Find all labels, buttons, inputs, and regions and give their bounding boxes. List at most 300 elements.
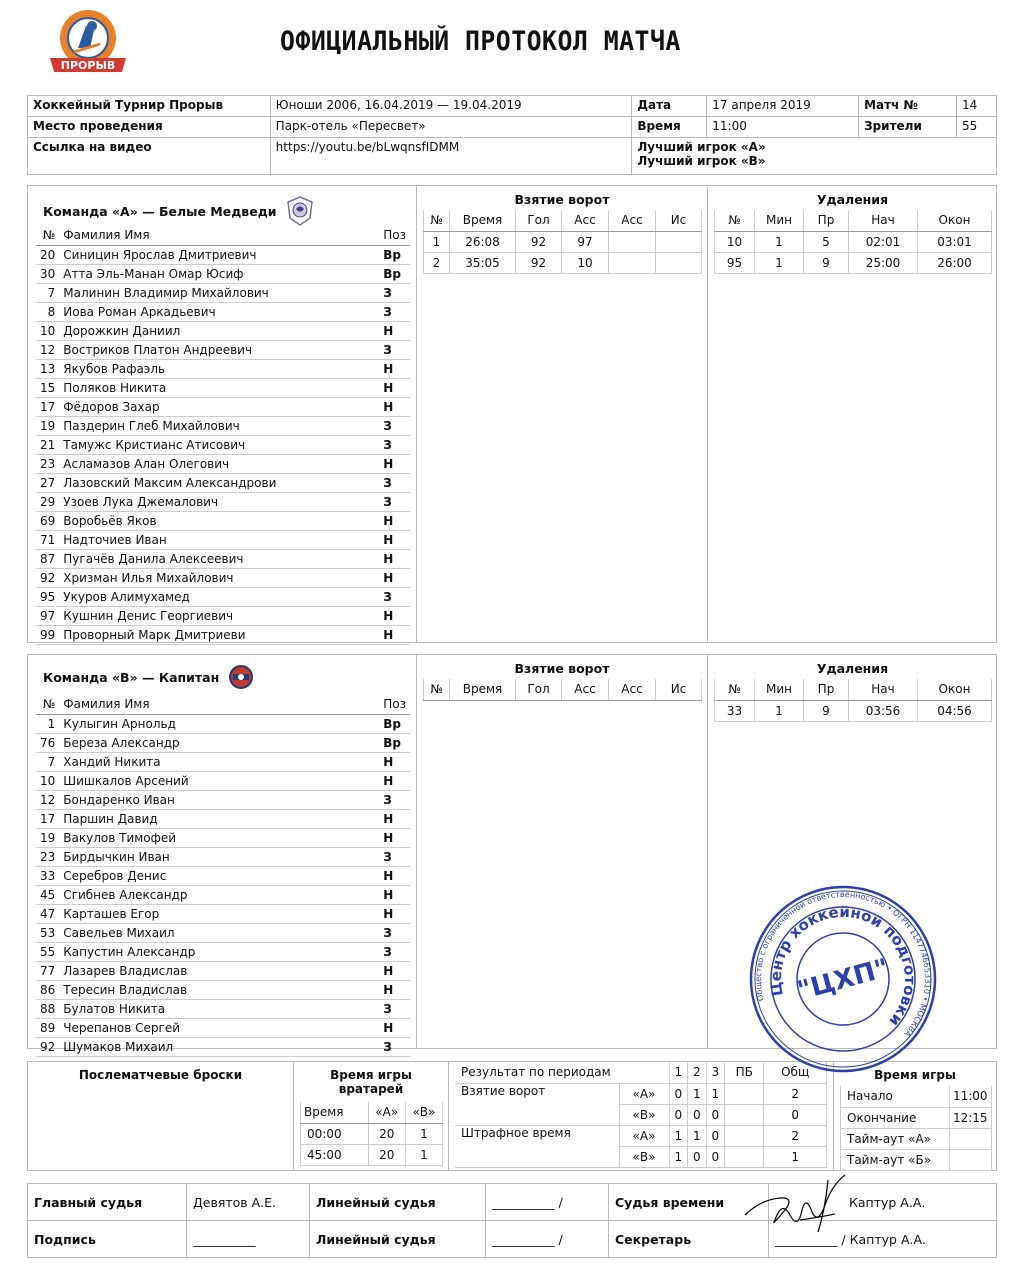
- period-so-header: ПБ: [725, 1062, 764, 1083]
- roster-num-header: №: [36, 226, 59, 245]
- match-label: Матч №: [859, 96, 957, 117]
- goal-scorer: 92: [516, 252, 562, 273]
- pen-end: 03:01: [918, 231, 992, 252]
- team-b-title: [43, 665, 253, 689]
- goal-assist2: [609, 231, 656, 252]
- venue-label: Место проведения: [28, 117, 271, 138]
- player-name: Кулыгин Арнольд: [59, 714, 379, 733]
- player-name: Черепанов Сергей: [59, 1018, 379, 1037]
- pim-b-total: 1: [764, 1146, 827, 1167]
- goal-assist1: 97: [562, 231, 609, 252]
- player-number: 71: [36, 530, 59, 549]
- player-position: З: [379, 416, 410, 435]
- player-position: Н: [379, 321, 410, 340]
- player-position: Н: [379, 511, 410, 530]
- player-position: З: [379, 340, 410, 359]
- goalie-time: 45:00: [301, 1144, 369, 1165]
- team-b-roster-column: [28, 655, 416, 1054]
- roster-pos-header: Поз: [379, 695, 410, 714]
- periods-team-b: «В»: [619, 1146, 669, 1167]
- player-row: [36, 866, 410, 885]
- video-label: Ссылка на видео: [28, 138, 271, 175]
- pen-code: 5: [804, 231, 849, 252]
- player-row: [36, 771, 410, 790]
- player-name: Дорожкин Даниил: [59, 321, 379, 340]
- page-title: ОФИЦИАЛЬНЫЙ ПРОТОКОЛ МАТЧА: [280, 26, 681, 57]
- player-position: З: [379, 999, 410, 1018]
- periods-title: Результат по периодам: [455, 1062, 669, 1083]
- player-number: 23: [36, 454, 59, 473]
- date-value: 17 апреля 2019: [707, 96, 859, 117]
- player-position: Н: [379, 397, 410, 416]
- goal-scorer-header: Гол: [516, 679, 562, 700]
- goalie-a-header: «А»: [368, 1102, 405, 1123]
- pen-start: 03:56: [849, 700, 918, 721]
- player-number: 19: [36, 828, 59, 847]
- player-row: [36, 790, 410, 809]
- pen-minutes: 1: [755, 252, 804, 273]
- player-position: Н: [379, 771, 410, 790]
- match-header: [27, 95, 997, 175]
- pen-min-header: Мин: [755, 210, 804, 231]
- goalie-time-table: [300, 1102, 443, 1166]
- player-position: Вр: [379, 245, 410, 264]
- player-row: [36, 492, 410, 511]
- pen-code: 9: [804, 700, 849, 721]
- player-name: Серебров Денис: [59, 866, 379, 885]
- goalie-a-value: 20: [368, 1144, 405, 1165]
- pen-num-header: №: [715, 679, 755, 700]
- player-row: [36, 847, 410, 866]
- pen-player: 95: [715, 252, 755, 273]
- pen-player: 33: [715, 700, 755, 721]
- player-name: Кушнин Денис Георгиевич: [59, 606, 379, 625]
- player-name: Паршин Давид: [59, 809, 379, 828]
- player-number: 23: [36, 847, 59, 866]
- player-position: З: [379, 1037, 410, 1056]
- goals-a-total: 2: [764, 1083, 827, 1104]
- player-position: Вр: [379, 714, 410, 733]
- timekeeper-value: Каптур А.А.: [769, 1184, 997, 1221]
- team-b-goals-title: Взятие ворот: [514, 661, 610, 676]
- player-position: Н: [379, 809, 410, 828]
- player-position: З: [379, 790, 410, 809]
- goalie-b-value: 1: [405, 1144, 442, 1165]
- periods-pim-label: Штрафное время: [455, 1125, 619, 1167]
- goals-a-p3: 1: [706, 1083, 725, 1104]
- penalty-row: [715, 700, 992, 721]
- linesman-value: __________ /: [486, 1184, 609, 1221]
- player-name: Атта Эль-Манан Омар Юсиф: [59, 264, 379, 283]
- player-row: [36, 302, 410, 321]
- game-time-row: [841, 1086, 992, 1107]
- chief-referee-value: Девятов А.Е.: [187, 1184, 310, 1221]
- player-position: Н: [379, 866, 410, 885]
- pen-code-header: Пр: [804, 679, 849, 700]
- team-a-roster-column: [28, 186, 416, 642]
- organization-stamp: [748, 884, 938, 1074]
- pim-b-so: [725, 1146, 764, 1167]
- player-row: [36, 1037, 410, 1056]
- player-position: Н: [379, 961, 410, 980]
- periods-goals-label: Взятие ворот: [455, 1083, 619, 1125]
- player-number: 29: [36, 492, 59, 511]
- pen-end: 04:56: [918, 700, 992, 721]
- goal-row: [424, 252, 702, 273]
- player-number: 7: [36, 283, 59, 302]
- player-row: [36, 809, 410, 828]
- pen-end: 26:00: [918, 252, 992, 273]
- player-position: З: [379, 473, 410, 492]
- goal-time-header: Время: [450, 210, 516, 231]
- game-time-value: 12:15: [949, 1107, 991, 1128]
- spectators-value: 55: [957, 117, 997, 138]
- secretary-label: Секретарь: [609, 1221, 769, 1258]
- player-position: Н: [379, 828, 410, 847]
- team-b-emblem-icon: [229, 665, 253, 689]
- player-position: З: [379, 435, 410, 454]
- player-row: [36, 961, 410, 980]
- goal-num-header: №: [424, 210, 450, 231]
- goals-a-p2: 1: [688, 1083, 707, 1104]
- player-number: 21: [36, 435, 59, 454]
- player-row: [36, 283, 410, 302]
- pen-code: 9: [804, 252, 849, 273]
- team-a-goals-column: [416, 186, 707, 642]
- player-number: 17: [36, 397, 59, 416]
- pim-a-p1: 1: [669, 1125, 688, 1146]
- player-name: Укуров Алимухамед: [59, 587, 379, 606]
- player-position: Н: [379, 359, 410, 378]
- goalie-time-row: [301, 1123, 443, 1144]
- player-number: 12: [36, 790, 59, 809]
- player-number: 12: [36, 340, 59, 359]
- player-row: [36, 264, 410, 283]
- player-row: [36, 397, 410, 416]
- goal-num-header: №: [424, 679, 450, 700]
- goal-assist2: [609, 252, 656, 273]
- player-number: 88: [36, 999, 59, 1018]
- player-name: Бондаренко Иван: [59, 790, 379, 809]
- player-name: Булатов Никита: [59, 999, 379, 1018]
- player-number: 15: [36, 378, 59, 397]
- team-b-roster: [36, 695, 410, 1057]
- player-number: 17: [36, 809, 59, 828]
- player-row: [36, 378, 410, 397]
- goals-b-p2: 0: [688, 1104, 707, 1125]
- game-time-label: Тайм-аут «А»: [841, 1128, 950, 1149]
- pim-b-p2: 0: [688, 1146, 707, 1167]
- periods-team-a: «А»: [619, 1125, 669, 1146]
- chief-referee-label: Главный судья: [28, 1184, 187, 1221]
- player-name: Савельев Михаил: [59, 923, 379, 942]
- tournament-label: Хоккейный Турнир Прорыв: [28, 96, 271, 117]
- player-row: [36, 454, 410, 473]
- timekeeper-label: Судья времени: [609, 1184, 769, 1221]
- best-player-a-label: Лучший игрок «А»: [637, 140, 766, 154]
- player-row: [36, 416, 410, 435]
- player-position: З: [379, 923, 410, 942]
- player-number: 89: [36, 1018, 59, 1037]
- pen-start: 25:00: [849, 252, 918, 273]
- pim-a-p2: 1: [688, 1125, 707, 1146]
- player-name: Малинин Владимир Михайлович: [59, 283, 379, 302]
- player-name: Лазарев Владислав: [59, 961, 379, 980]
- roster-num-header: №: [36, 695, 59, 714]
- team-b-name: Команда «В» — Капитан: [43, 669, 220, 685]
- roster-name-header: Фамилия Имя: [59, 226, 379, 245]
- tournament-value: Юноши 2006, 16.04.2019 — 19.04.2019: [270, 96, 632, 117]
- goal-is-header: Ис: [656, 210, 702, 231]
- game-time-title: Время игры: [874, 1068, 956, 1082]
- player-position: З: [379, 847, 410, 866]
- player-number: 92: [36, 568, 59, 587]
- player-row: [36, 1018, 410, 1037]
- team-a-goals-title: Взятие ворот: [514, 192, 610, 207]
- player-number: 7: [36, 752, 59, 771]
- pen-num-header: №: [715, 210, 755, 231]
- pim-b-p1: 1: [669, 1146, 688, 1167]
- player-position: Н: [379, 752, 410, 771]
- linesman-label: Линейный судья: [310, 1184, 486, 1221]
- player-number: 95: [36, 587, 59, 606]
- player-name: Паздерин Глеб Михайлович: [59, 416, 379, 435]
- logo-name: ПРОРЫВ: [60, 59, 116, 72]
- linesman-2-label: Линейный судья: [310, 1221, 486, 1258]
- player-number: 10: [36, 321, 59, 340]
- player-position: Вр: [379, 733, 410, 752]
- game-time-row: [841, 1107, 992, 1128]
- goal-assist1-header: Асс: [562, 210, 609, 231]
- stamp-ring-text: Центр хоккейной подготовки: [766, 902, 920, 1030]
- roster-pos-header: Поз: [379, 226, 410, 245]
- player-number: 27: [36, 473, 59, 492]
- team-b-penalties-table: [714, 679, 992, 722]
- goal-time: 26:08: [450, 231, 516, 252]
- player-row: [36, 714, 410, 733]
- player-number: 86: [36, 980, 59, 999]
- roster-name-header: Фамилия Имя: [59, 695, 379, 714]
- player-number: 97: [36, 606, 59, 625]
- player-position: Н: [379, 454, 410, 473]
- player-number: 19: [36, 416, 59, 435]
- player-name: Сгибнев Александр: [59, 885, 379, 904]
- player-row: [36, 435, 410, 454]
- goal-is: [656, 231, 702, 252]
- game-time-row: [841, 1128, 992, 1149]
- pen-end-header: Окон: [918, 679, 992, 700]
- goals-a-so: [725, 1083, 764, 1104]
- pen-start-header: Нач: [849, 210, 918, 231]
- player-name: Воробьёв Яков: [59, 511, 379, 530]
- tournament-logo: [44, 8, 132, 80]
- handwritten-signature: [740, 1170, 860, 1240]
- player-number: 55: [36, 942, 59, 961]
- pen-player: 10: [715, 231, 755, 252]
- player-position: Н: [379, 625, 410, 644]
- player-name: Лазовский Максим Александрови: [59, 473, 379, 492]
- periods-team-a: «А»: [619, 1083, 669, 1104]
- player-name: Вакулов Тимофей: [59, 828, 379, 847]
- summary-section: [27, 1061, 997, 1171]
- player-row: [36, 752, 410, 771]
- venue-value: Парк-отель «Пересвет»: [270, 117, 632, 138]
- pim-a-so: [725, 1125, 764, 1146]
- player-number: 30: [36, 264, 59, 283]
- team-a-penalties-column: [707, 186, 997, 642]
- goals-b-total: 0: [764, 1104, 827, 1125]
- periods-team-b: «В»: [619, 1104, 669, 1125]
- player-number: 33: [36, 866, 59, 885]
- goal-time: 35:05: [450, 252, 516, 273]
- periods-box: [449, 1062, 834, 1170]
- player-name: Тересин Владислав: [59, 980, 379, 999]
- player-row: [36, 549, 410, 568]
- stamp-center-text: "ЦХП": [794, 953, 893, 1007]
- player-position: Н: [379, 568, 410, 587]
- player-name: Береза Александр: [59, 733, 379, 752]
- shootout-box: [28, 1062, 294, 1170]
- player-row: [36, 733, 410, 752]
- goalie-time-header: Время: [301, 1102, 369, 1123]
- team-a-goals-table: [423, 210, 702, 274]
- player-row: [36, 980, 410, 999]
- goal-time-header: Время: [450, 679, 516, 700]
- video-link[interactable]: https://youtu.be/bLwqnsfIDMM: [270, 138, 632, 175]
- penalty-row: [715, 252, 992, 273]
- player-number: 76: [36, 733, 59, 752]
- penalty-row: [715, 231, 992, 252]
- player-position: Н: [379, 378, 410, 397]
- signature-value: __________: [187, 1221, 310, 1258]
- goal-scorer: 92: [516, 231, 562, 252]
- goal-assist1-header: Асс: [562, 679, 609, 700]
- player-row: [36, 359, 410, 378]
- player-position: Н: [379, 1018, 410, 1037]
- match-value: 14: [957, 96, 997, 117]
- goal-assist2-header: Асс: [609, 679, 656, 700]
- player-position: Н: [379, 549, 410, 568]
- goalie-time-row: [301, 1144, 443, 1165]
- player-position: З: [379, 587, 410, 606]
- player-position: Вр: [379, 264, 410, 283]
- linesman-2-value: __________ /: [486, 1221, 609, 1258]
- goalie-b-value: 1: [405, 1123, 442, 1144]
- goals-b-p1: 0: [669, 1104, 688, 1125]
- shootout-title: Послематчевые броски: [78, 1068, 243, 1082]
- game-time-box: [834, 1062, 996, 1170]
- best-player-b-label: Лучший игрок «В»: [637, 154, 766, 168]
- periods-table: [455, 1062, 827, 1168]
- player-number: 20: [36, 245, 59, 264]
- period-total-header: Общ: [764, 1062, 827, 1083]
- goalie-b-header: «В»: [405, 1102, 442, 1123]
- game-time-value: [949, 1128, 991, 1149]
- player-name: Якубов Рафаэль: [59, 359, 379, 378]
- player-row: [36, 587, 410, 606]
- goalie-time-box: [294, 1062, 449, 1170]
- player-name: Пугачёв Данила Алексеевич: [59, 549, 379, 568]
- goal-is-header: Ис: [656, 679, 702, 700]
- player-name: Иова Роман Аркадьевич: [59, 302, 379, 321]
- goals-a-p1: 0: [669, 1083, 688, 1104]
- secretary-value: __________ / Каптур А.А.: [769, 1221, 997, 1258]
- pen-min-header: Мин: [755, 679, 804, 700]
- player-number: 69: [36, 511, 59, 530]
- signature-label: Подпись: [28, 1221, 187, 1258]
- player-name: Шишкалов Арсений: [59, 771, 379, 790]
- game-time-label: Окончание: [841, 1107, 950, 1128]
- player-row: [36, 606, 410, 625]
- best-players: [632, 138, 997, 175]
- player-row: [36, 885, 410, 904]
- player-name: Асламазов Алан Олегович: [59, 454, 379, 473]
- goal-assist1: 10: [562, 252, 609, 273]
- player-row: [36, 568, 410, 587]
- player-row: [36, 999, 410, 1018]
- game-time-table: [840, 1086, 992, 1171]
- player-number: 47: [36, 904, 59, 923]
- game-time-label: Начало: [841, 1086, 950, 1107]
- team-b-penalties-title: Удаления: [816, 661, 889, 676]
- player-position: Н: [379, 530, 410, 549]
- player-number: 8: [36, 302, 59, 321]
- date-label: Дата: [632, 96, 707, 117]
- goal-row: [424, 231, 702, 252]
- player-name: Капустин Александр: [59, 942, 379, 961]
- goalie-time-title: Время игры вратарей: [330, 1068, 412, 1096]
- player-row: [36, 828, 410, 847]
- team-b-goals-table: [423, 679, 702, 701]
- period-3-header: 3: [706, 1062, 725, 1083]
- pen-minutes: 1: [755, 231, 804, 252]
- player-row: [36, 942, 410, 961]
- player-position: З: [379, 492, 410, 511]
- player-position: З: [379, 302, 410, 321]
- player-row: [36, 511, 410, 530]
- team-a-roster: [36, 226, 410, 645]
- period-2-header: 2: [688, 1062, 707, 1083]
- team-a-title: [43, 196, 313, 226]
- player-number: 13: [36, 359, 59, 378]
- goal-is: [656, 252, 702, 273]
- goal-assist2-header: Асс: [609, 210, 656, 231]
- stamp-outer-text: Общество с ограниченной ответственностью • ОГРН 1147746653310 • МОСКВА: [753, 889, 933, 1039]
- player-name: Надточиев Иван: [59, 530, 379, 549]
- pen-minutes: 1: [755, 700, 804, 721]
- team-a-emblem-icon: [287, 196, 313, 226]
- player-number: 87: [36, 549, 59, 568]
- goalie-a-value: 20: [368, 1123, 405, 1144]
- time-label: Время: [632, 117, 707, 138]
- pen-start-header: Нач: [849, 679, 918, 700]
- player-number: 45: [36, 885, 59, 904]
- pim-a-p3: 0: [706, 1125, 725, 1146]
- team-b-goals-column: [416, 655, 707, 1048]
- player-number: 1: [36, 714, 59, 733]
- spectators-label: Зрители: [859, 117, 957, 138]
- time-value: 11:00: [707, 117, 859, 138]
- game-time-value: 11:00: [949, 1086, 991, 1107]
- player-name: Поляков Никита: [59, 378, 379, 397]
- pen-end-header: Окон: [918, 210, 992, 231]
- period-1-header: 1: [669, 1062, 688, 1083]
- player-number: 92: [36, 1037, 59, 1056]
- goals-b-so: [725, 1104, 764, 1125]
- player-name: Синицин Ярослав Дмитриевич: [59, 245, 379, 264]
- goal-scorer-header: Гол: [516, 210, 562, 231]
- player-name: Хандий Никита: [59, 752, 379, 771]
